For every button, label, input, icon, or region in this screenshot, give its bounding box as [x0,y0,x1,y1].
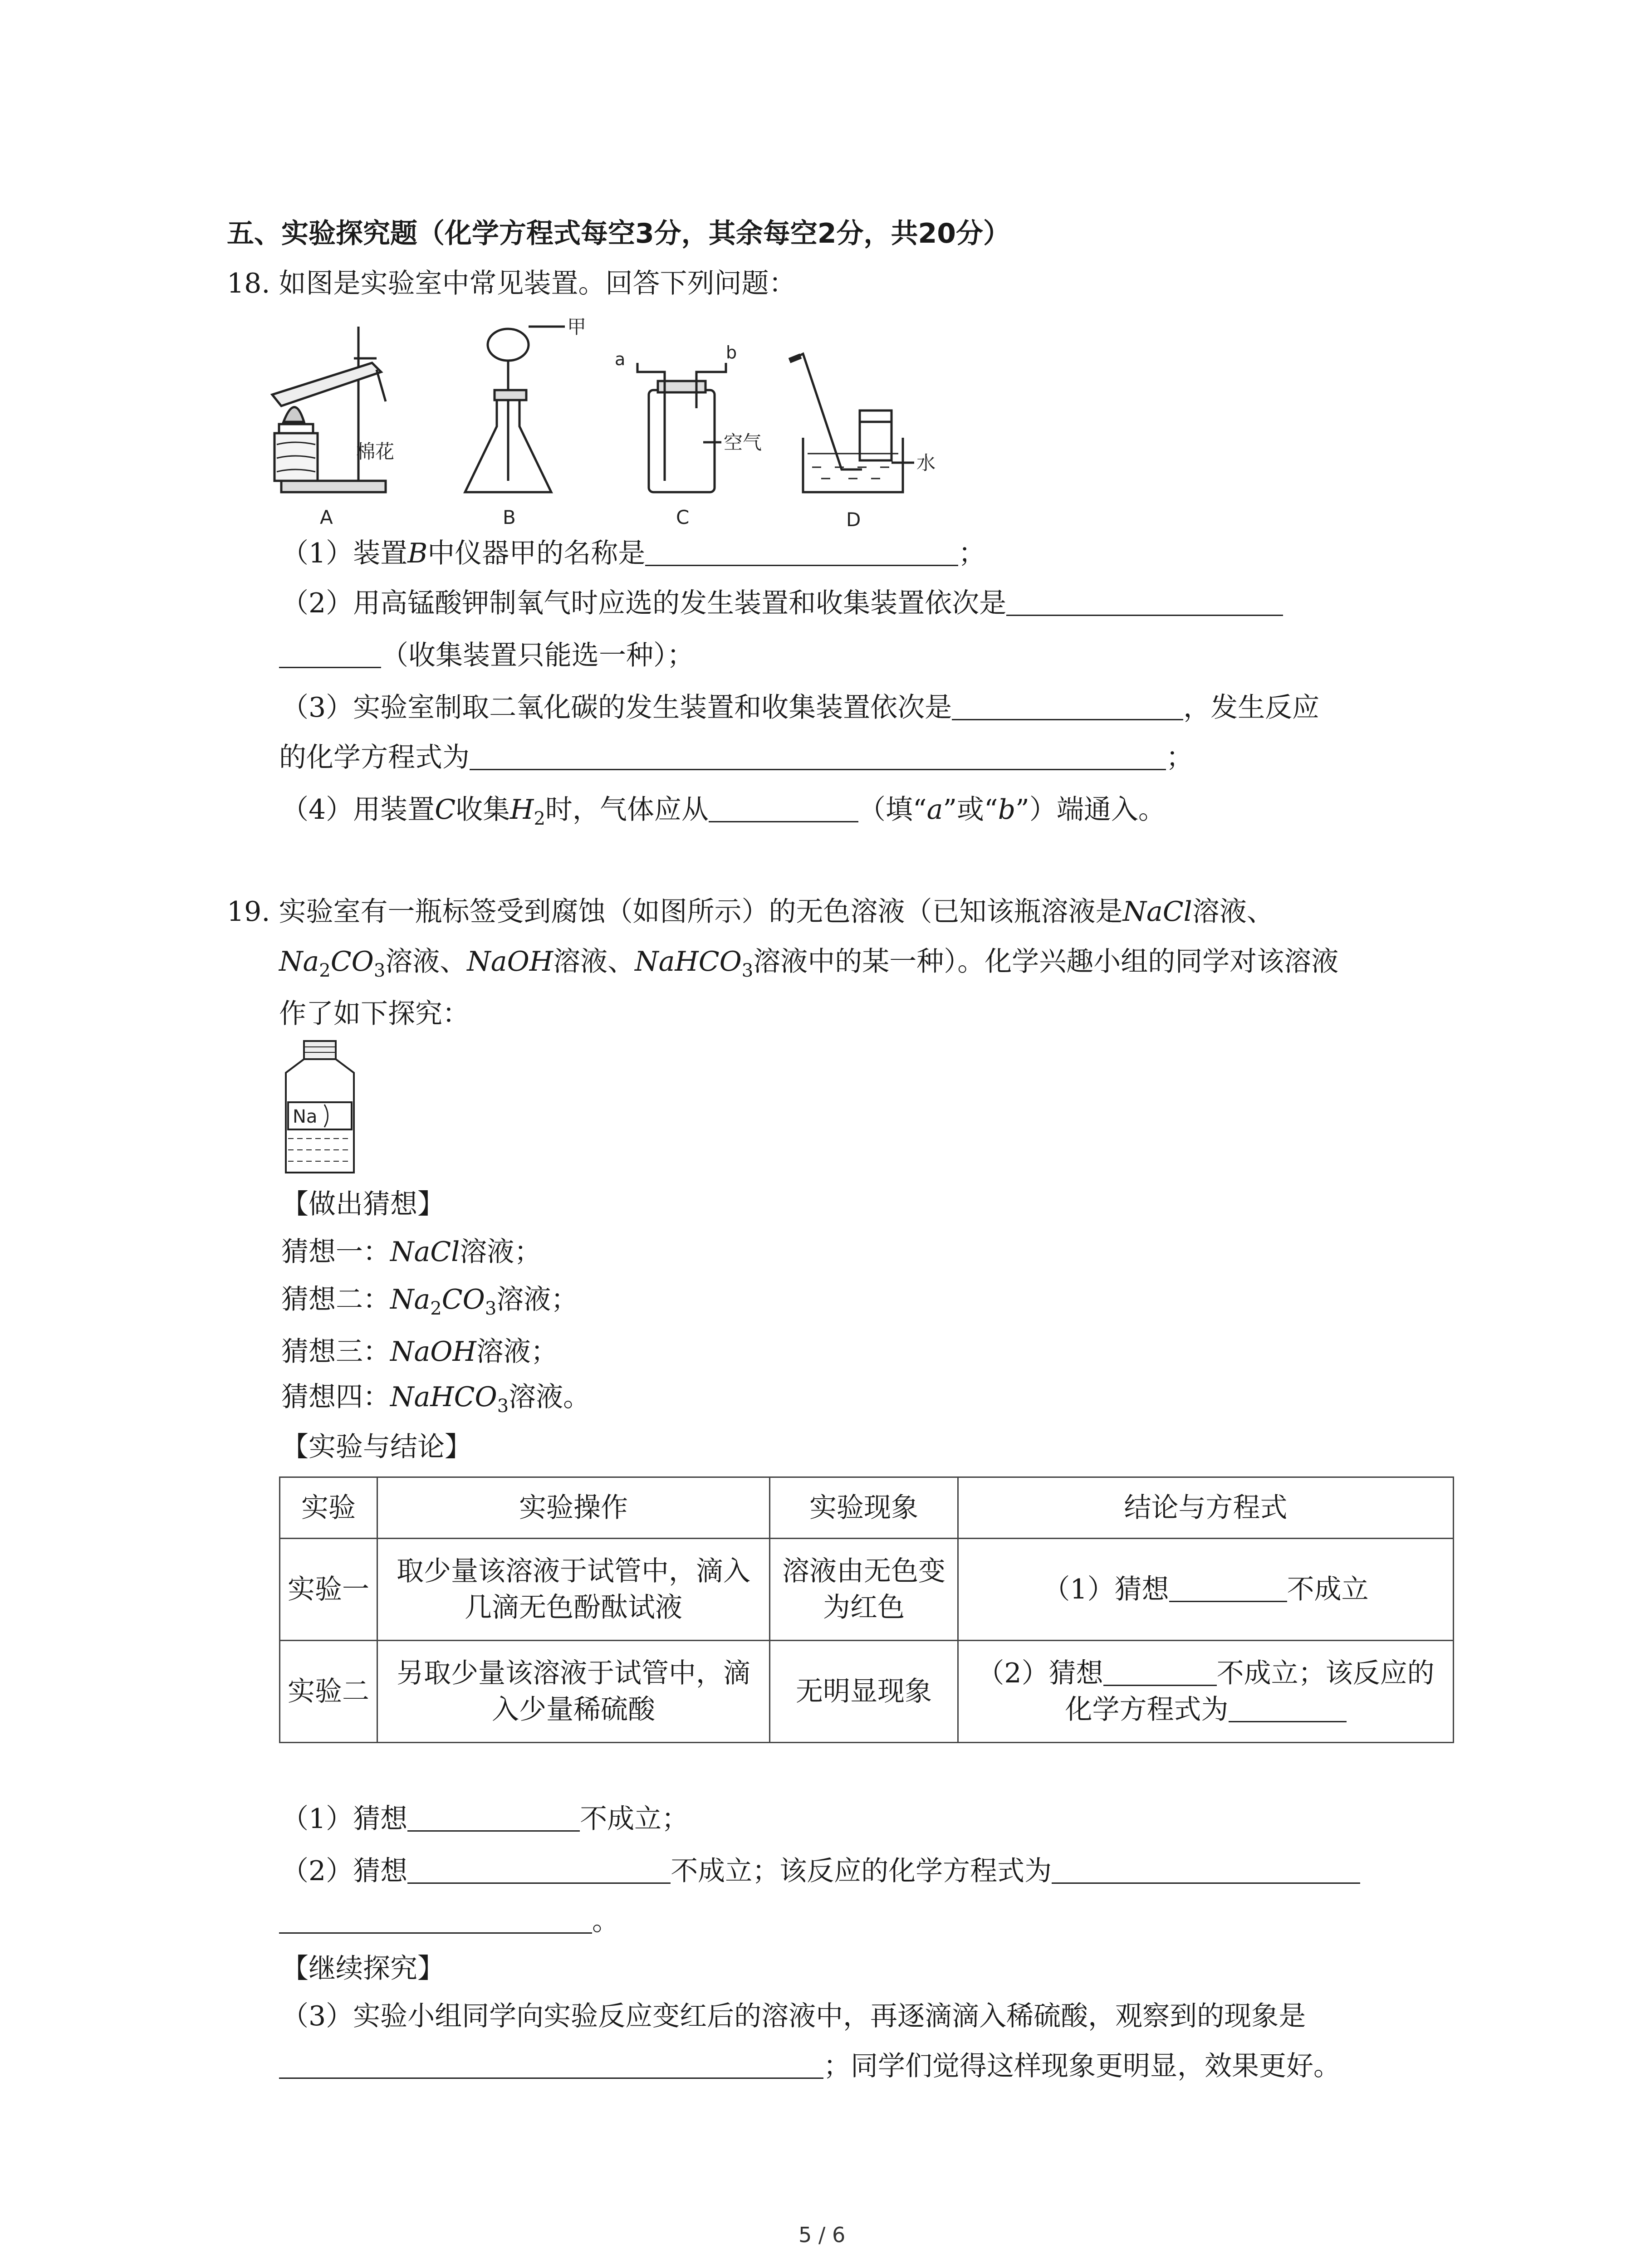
q18-p2b [279,637,694,674]
q19-c1a: Na [279,946,319,978]
answer-blank-q18-3b[interactable] [470,742,1166,770]
label-c: C [676,506,690,528]
exp-header: 【实验与结论】 [281,1431,472,1463]
r1-conc-b: 不成立 [1287,1574,1369,1605]
answer-blank-q18-2b[interactable] [279,640,381,668]
q18-p3a-end: ，发生反应 [1183,692,1320,723]
g3-b: 溶液； [476,1336,558,1368]
r1-conc-a: （1）猜想 [1043,1574,1169,1605]
q18-p1-end: ； [958,538,986,569]
q18-p4-or: ”或“ [943,794,998,826]
answer-blank-q19-2b[interactable] [1052,1855,1360,1884]
q19-stem1-a: 19. 实验室有一瓶标签受到腐蚀（如图所示）的无色溶液（已知该瓶溶液是 [227,896,1123,928]
label-shui: 水 [916,452,936,474]
g1-b: 溶液； [460,1236,542,1268]
th-conclusion: 结论与方程式 [958,1477,1454,1539]
table-row [280,1641,1454,1743]
q19-t3: 溶液中的某一种）。化学兴趣小组的同学对该溶液 [753,946,1339,978]
g4-b: 溶液。 [509,1381,591,1413]
q19-c1b: CO [330,946,374,978]
apparatus-figure [268,313,989,531]
q19-t2: 溶液、 [553,946,635,978]
g2-s: 2 [430,1298,442,1319]
q18-p3b-end: ； [1166,742,1193,773]
q19-a3-line2 [279,2048,1341,2084]
g4-s: 3 [497,1396,509,1417]
answer-blank-q19-2a[interactable] [407,1855,671,1884]
g2-b: 溶液； [496,1284,578,1315]
g1-a: 猜想一： [281,1236,390,1268]
label-port-a: a [615,349,626,369]
guess-1 [281,1234,541,1270]
q18-p2b-text: （收集装置只能选一种）； [381,640,694,671]
a2-a: （2）猜想 [281,1855,408,1887]
q19-stem-1 [227,894,1274,930]
q19-c1s: 2 [319,960,331,981]
q19-c2: NaOH [467,946,554,978]
a1-a: （1）猜想 [281,1803,408,1835]
r1-exp: 实验一 [280,1539,377,1641]
r1-conclusion [958,1539,1454,1641]
label-jia: 甲 [567,316,587,338]
q19-c3s: 3 [741,960,754,981]
answer-blank-q18-3a[interactable] [952,692,1183,720]
th-phenomenon: 实验现象 [770,1477,958,1539]
page-number: 5 / 6 [798,2223,846,2247]
q18-p1-mid: 中仪器甲的名称是 [427,538,646,569]
r2-exp: 实验二 [280,1641,377,1743]
q18-stem: 18. 如图是实验室中常见装置。回答下列问题： [227,268,796,299]
q18-p1-var: B [407,538,428,569]
q19-stem1-chem: NaCl [1122,896,1192,928]
q19-a1 [281,1801,689,1837]
answer-blank-table-1[interactable] [1169,1574,1287,1602]
g3-c: NaOH [390,1336,476,1368]
q18-p4-a: a [926,794,943,826]
r2-operation: 另取少量该溶液于试管中，滴入少量稀硫酸 [377,1641,770,1743]
cont-header: 【继续探究】 [281,1953,445,1984]
q19-a2 [281,1853,1360,1889]
section-title: 五、实验探究题（化学方程式每空3分，其余每空2分，共20分） [227,218,1010,249]
q18-p2a-text: （2）用高锰酸钾制氧气时应选的发生装置和收集装置依次是 [281,587,1007,619]
label-kongqi: 空气 [724,431,762,454]
th-exp: 实验 [280,1477,377,1539]
q18-p4-mid2: 时，气体应从 [545,794,709,826]
answer-blank-q19-2c[interactable] [279,1905,592,1934]
q18-p4-prefix: （4）用装置 [281,794,435,826]
apparatus-d [789,354,936,531]
a2-c: 。 [592,1905,619,1937]
q18-p4-tail: ”）端通入。 [1015,794,1166,826]
bottle-label: Na [293,1106,318,1127]
g4-a: 猜想四： [281,1381,390,1413]
r1-operation: 取少量该溶液于试管中，滴入几滴无色酚酞试液 [377,1539,770,1641]
a3-b: ；同学们觉得这样现象更明显，效果更好。 [823,2050,1341,2082]
q19-t1: 溶液、 [385,946,467,978]
table-header-row [280,1477,1454,1539]
guess-2 [281,1281,578,1327]
r1-phenomenon: 溶液由无色变为红色 [770,1539,958,1641]
a1-b: 不成立； [580,1803,689,1835]
answer-blank-table-2b[interactable] [1229,1694,1347,1722]
g2-c2: CO [441,1284,485,1315]
a2-b: 不成立；该反应的化学方程式为 [671,1855,1052,1887]
g2-a: 猜想二： [281,1284,390,1315]
g3-a: 猜想三： [281,1336,390,1368]
q18-p4 [281,792,1166,837]
q19-a3-line1: （3）实验小组同学向实验反应变红后的溶液中，再逐滴滴入稀硫酸，观察到的现象是 [281,2000,1306,2032]
answer-blank-q18-2a[interactable] [1006,587,1283,616]
q19-stem-2 [279,943,1338,989]
g2-s2: 3 [485,1298,497,1319]
q19-c3a: NaHCO [635,946,742,978]
answer-blank-q19-3[interactable] [279,2050,823,2079]
q18-p3b-text: 的化学方程式为 [279,742,470,773]
r2-conc-a: （2）猜想 [977,1657,1103,1689]
experiment-table [279,1476,1454,1743]
q18-p4-end-a: （填“ [858,794,927,826]
label-b: B [503,506,516,528]
q18-p4-b: b [998,794,1016,826]
g1-c: NaCl [390,1236,460,1268]
q18-p3a-text: （3）实验室制取二氧化碳的发生装置和收集装置依次是 [281,692,952,723]
answer-blank-table-2a[interactable] [1103,1657,1217,1686]
answer-blank-q18-1[interactable] [645,538,958,566]
r2-conc-b: 不成立；该反应的化学方程式为 [1065,1657,1435,1725]
q18-p4-var: C [435,794,456,826]
g4-c: NaHCO [390,1381,497,1413]
q19-stem1-b: 溶液、 [1192,896,1274,928]
label-d: D [846,508,861,531]
guess-3 [281,1334,558,1370]
apparatus-b [465,316,586,528]
table-row [280,1539,1454,1641]
q19-a2-cont [279,1903,619,1939]
q18-p1-prefix: （1）装置 [281,538,408,569]
label-a: A [320,506,333,528]
q19-stem-3: 作了如下探究： [279,998,470,1030]
guess-header: 【做出猜想】 [281,1188,445,1220]
q18-p4-gas: H [510,794,534,826]
q18-p3b [279,739,1193,776]
apparatus-c [615,342,762,528]
th-operation: 实验操作 [377,1477,770,1539]
bottle-figure [281,1039,358,1175]
r2-conclusion [958,1641,1454,1743]
label-mianhua: 棉花 [356,440,395,463]
g2-c: Na [390,1284,431,1315]
label-port-b: b [726,342,737,362]
q18-p4-sub: 2 [534,808,545,829]
r2-phenomenon: 无明显现象 [770,1641,958,1743]
q18-p2a [281,585,1283,621]
apparatus-a [272,327,394,528]
q19-c1s2: 3 [373,960,386,981]
q18-p4-mid: 收集 [456,794,510,826]
answer-blank-q19-1[interactable] [407,1803,580,1832]
guess-4 [281,1379,590,1424]
q18-p1 [281,535,985,572]
answer-blank-q18-4[interactable] [709,794,858,822]
q18-p3a [281,689,1319,726]
